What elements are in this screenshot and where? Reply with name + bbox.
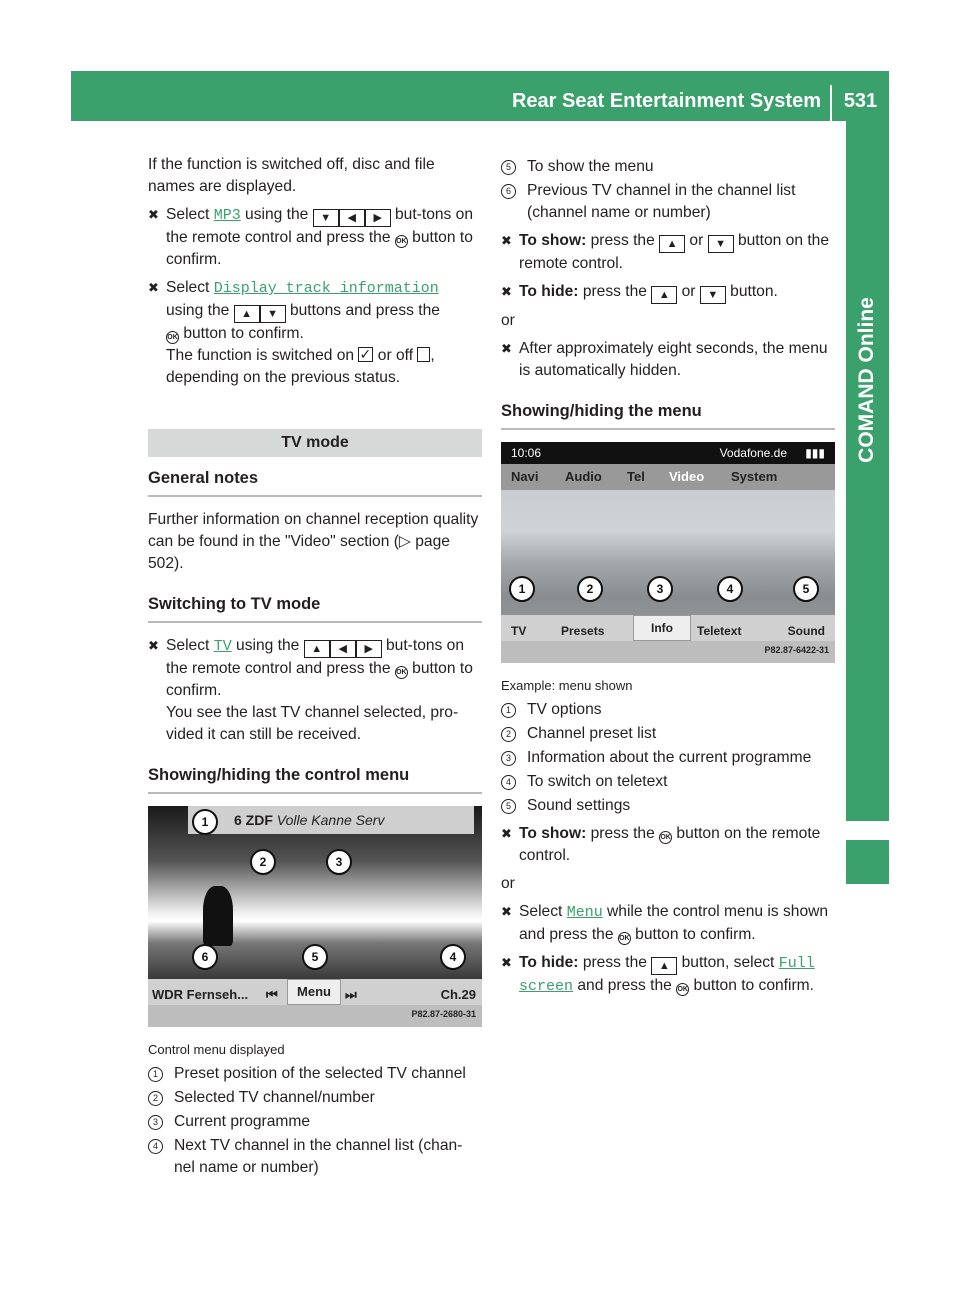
step-text: press the xyxy=(586,825,660,842)
menu-tv: TV xyxy=(511,624,527,638)
checkbox-checked-icon xyxy=(358,347,373,362)
key-down-icon: ▼ xyxy=(313,209,339,227)
step-text: press the xyxy=(586,232,660,249)
key-up-icon: ▲ xyxy=(651,957,677,975)
channel-number-label: 6 ZDF xyxy=(234,812,273,828)
legend-text: Information about the current programme xyxy=(527,749,812,766)
key-group xyxy=(304,637,382,654)
menu-audio: Audio xyxy=(565,469,602,484)
legend-number: 6 xyxy=(501,184,516,199)
key-down-icon: ▼ xyxy=(708,235,734,253)
ok-button-icon: OK xyxy=(659,831,672,844)
key-up-icon: ▲ xyxy=(234,305,260,323)
key-up-icon: ▲ xyxy=(651,286,677,304)
legend-text: To switch on teletext xyxy=(527,773,668,790)
legend-text: Next TV channel in the channel list (chan-nel name or number) xyxy=(174,1137,463,1176)
step-text: Select xyxy=(166,279,214,296)
key-up-icon: ▲ xyxy=(304,640,330,658)
legend-text: Sound settings xyxy=(527,797,631,814)
legend-item xyxy=(148,1087,482,1109)
step-hide-menu xyxy=(501,281,835,304)
right-column xyxy=(501,154,835,1004)
step-select-menu xyxy=(501,901,835,946)
carrier-label: Vodafone.de xyxy=(719,446,787,460)
step-text: After approximately eight seconds, the menu is automatically hidden. xyxy=(519,340,828,379)
step-arrow-icon: ✖ xyxy=(148,280,159,295)
step-auto-hide xyxy=(501,338,835,382)
heading-control-menu: Showing/hiding the control menu xyxy=(148,764,482,794)
key-right-icon: ▶ xyxy=(356,640,382,658)
left-column xyxy=(148,154,482,1179)
channel-info-bar xyxy=(188,806,474,834)
legend-item xyxy=(148,1135,482,1179)
menu-teletext: Teletext xyxy=(697,624,742,638)
step-label: To show: xyxy=(519,825,587,842)
menu-info: Info xyxy=(633,615,691,641)
control-menu-screenshot xyxy=(148,806,482,1027)
step-arrow-icon: ✖ xyxy=(501,826,512,841)
legend-text: Previous TV channel in the channel list (channel name or number) xyxy=(527,182,796,221)
ok-button-icon: OK xyxy=(395,666,408,679)
legend-number: 5 xyxy=(501,160,516,175)
callout-2: 2 xyxy=(577,576,603,602)
legend-number: 1 xyxy=(148,1067,163,1082)
step-text: Select xyxy=(166,206,214,223)
callout-6: 6 xyxy=(192,944,218,970)
menu-system: System xyxy=(731,469,778,484)
person-silhouette xyxy=(203,886,233,946)
ok-button-icon: OK xyxy=(395,235,408,248)
step-text: using the xyxy=(231,637,304,654)
legend-item xyxy=(501,156,835,178)
step-arrow-icon: ✖ xyxy=(501,233,512,248)
legend-item xyxy=(501,771,835,793)
signal-icon: ▮▮▮ xyxy=(805,446,825,460)
step-text: , xyxy=(430,347,435,364)
legend-item xyxy=(501,180,835,224)
legend-item xyxy=(148,1063,482,1085)
menu-button: Menu xyxy=(287,979,341,1005)
step-show-menu xyxy=(501,230,835,275)
step-text: button to confirm. xyxy=(166,660,473,699)
menu-item-full-screen: Full screen xyxy=(519,955,815,995)
callout-4: 4 xyxy=(717,576,743,602)
step-text: using the xyxy=(240,206,313,223)
step-arrow-icon: ✖ xyxy=(501,955,512,970)
side-tab xyxy=(846,121,889,821)
key-left-icon: ◀ xyxy=(339,209,365,227)
step-text: while the control menu is shown and press the xyxy=(519,903,829,943)
legend-text: Channel preset list xyxy=(527,725,657,742)
callout-1: 1 xyxy=(192,809,218,835)
menu-sound: Sound xyxy=(787,624,825,638)
step-text: depending on the previous status. xyxy=(166,369,401,386)
callout-5: 5 xyxy=(302,944,328,970)
step-label: To show: xyxy=(519,232,587,249)
section-band: TV mode xyxy=(148,429,482,457)
step-arrow-icon: ✖ xyxy=(148,638,159,653)
step-select-tv xyxy=(148,635,482,746)
legend-item xyxy=(501,747,835,769)
step-text: press the xyxy=(578,954,652,971)
general-notes-text: Further information on channel reception quality can be found in the "Video" section (▷ page 502). xyxy=(148,511,479,572)
ok-button-icon: OK xyxy=(618,932,631,945)
side-tab-label: COMAND Online xyxy=(855,297,878,463)
menu-navi: Navi xyxy=(511,469,539,484)
heading-switching-tv: Switching to TV mode xyxy=(148,593,482,623)
figure-caption: Control menu displayed xyxy=(148,1042,285,1057)
step-text: button to confirm. xyxy=(166,229,473,268)
step-text: using the xyxy=(166,302,234,319)
legend-number: 2 xyxy=(148,1091,163,1106)
step-text: and press the xyxy=(573,977,677,994)
step-text: button to confirm. xyxy=(179,325,304,342)
legend-number: 1 xyxy=(501,703,516,718)
callout-5: 5 xyxy=(793,576,819,602)
or-text: or xyxy=(501,875,515,892)
menu-tel: Tel xyxy=(627,469,645,484)
legend-number: 4 xyxy=(501,775,516,790)
legend-text: Preset position of the selected TV channel xyxy=(174,1065,466,1082)
legend-item xyxy=(148,1111,482,1133)
step-label: To hide: xyxy=(519,283,579,300)
checkbox-empty-icon xyxy=(417,347,430,362)
step-text: button on the remote control. xyxy=(519,825,821,864)
step-text: button, select xyxy=(677,954,779,971)
menu-screenshot xyxy=(501,442,835,663)
step-text: buttons and press the xyxy=(285,302,440,319)
section-title: Rear Seat Entertainment System xyxy=(511,90,821,112)
skip-forward-icon: ⏭ xyxy=(345,987,357,1002)
key-up-icon: ▲ xyxy=(659,235,685,253)
callout-3: 3 xyxy=(326,849,352,875)
legend-item xyxy=(501,723,835,745)
legend-number: 5 xyxy=(501,799,516,814)
prev-channel-label: WDR Fernseh... xyxy=(152,987,249,1002)
heading-general-notes: General notes xyxy=(148,467,482,497)
next-channel-label: Ch.29 xyxy=(440,987,476,1002)
menu-item-menu: Menu xyxy=(566,904,603,921)
legend-number: 3 xyxy=(501,751,516,766)
control-menu-bar xyxy=(148,979,482,1005)
skip-back-icon: ⏮ xyxy=(266,987,278,1002)
figure-code: P82.87-6422-31 xyxy=(764,645,829,655)
menu-presets: Presets xyxy=(561,624,605,638)
step-text: button to confirm. xyxy=(689,977,814,994)
step-label: To hide: xyxy=(519,954,579,971)
legend-text: TV options xyxy=(527,701,602,718)
menu-item-tv: TV xyxy=(213,638,232,655)
step-text: but-tons on the remote control and press the xyxy=(166,206,474,246)
heading-showing-menu: Showing/hiding the menu xyxy=(501,400,835,430)
step-hide-fullscreen xyxy=(501,952,835,998)
menu-item-mp3: MP3 xyxy=(213,207,241,224)
step-arrow-icon: ✖ xyxy=(501,904,512,919)
callout-1: 1 xyxy=(509,576,535,602)
or-text: or xyxy=(501,312,515,329)
tv-menu-bar xyxy=(501,615,835,641)
step-select-mp3 xyxy=(148,204,482,271)
legend-number: 2 xyxy=(501,727,516,742)
step-text: Select xyxy=(519,903,567,920)
step-text: or xyxy=(677,283,700,300)
legend-text: To show the menu xyxy=(527,158,654,175)
main-menu-bar xyxy=(501,464,835,490)
key-left-icon: ◀ xyxy=(330,640,356,658)
step-text: button on the remote control. xyxy=(519,232,829,272)
callout-4: 4 xyxy=(440,944,466,970)
figure-code: P82.87-2680-31 xyxy=(411,1009,476,1019)
intro-text: If the function is switched off, disc and file names are displayed. xyxy=(148,156,435,195)
callout-2: 2 xyxy=(250,849,276,875)
legend-item xyxy=(501,699,835,721)
step-arrow-icon: ✖ xyxy=(501,341,512,356)
menu-video: Video xyxy=(669,469,705,484)
key-right-icon: ▶ xyxy=(365,209,391,227)
legend-number: 3 xyxy=(148,1115,163,1130)
step-text: or xyxy=(685,232,708,249)
callout-3: 3 xyxy=(647,576,673,602)
key-down-icon: ▼ xyxy=(700,286,726,304)
key-group xyxy=(234,302,286,319)
legend-number: 4 xyxy=(148,1139,163,1154)
step-text: The function is switched on xyxy=(166,347,359,364)
step-arrow-icon: ✖ xyxy=(148,207,159,222)
programme-label: Volle Kanne Serv xyxy=(276,812,385,828)
legend-text: Selected TV channel/number xyxy=(174,1089,375,1106)
legend-text: Current programme xyxy=(174,1113,311,1130)
step-text: but-tons on the remote control and press the xyxy=(166,637,465,677)
key-group xyxy=(313,206,391,223)
page-header xyxy=(71,71,889,121)
clock-label: 10:06 xyxy=(511,446,542,460)
key-down-icon: ▼ xyxy=(260,305,286,323)
ok-button-icon: OK xyxy=(676,983,689,996)
step-text: You see the last TV channel selected, pro-vided it can still be received. xyxy=(166,704,459,743)
step-arrow-icon: ✖ xyxy=(501,284,512,299)
step-display-track-info xyxy=(148,277,482,389)
step-text: press the xyxy=(578,283,652,300)
side-marker xyxy=(846,840,889,884)
step-text: button to confirm. xyxy=(630,926,756,943)
legend-item xyxy=(501,795,835,817)
menu-item-display-track-info: Display track information xyxy=(213,280,439,297)
step-text: Select xyxy=(166,637,214,654)
step-text: button. xyxy=(725,283,778,300)
figure-caption: Example: menu shown xyxy=(501,678,633,693)
page-number: 531 xyxy=(843,90,878,112)
ok-button-icon: OK xyxy=(166,331,179,344)
status-bar xyxy=(501,442,835,464)
step-show-menu-ok xyxy=(501,823,835,867)
step-text: or off xyxy=(373,347,418,364)
